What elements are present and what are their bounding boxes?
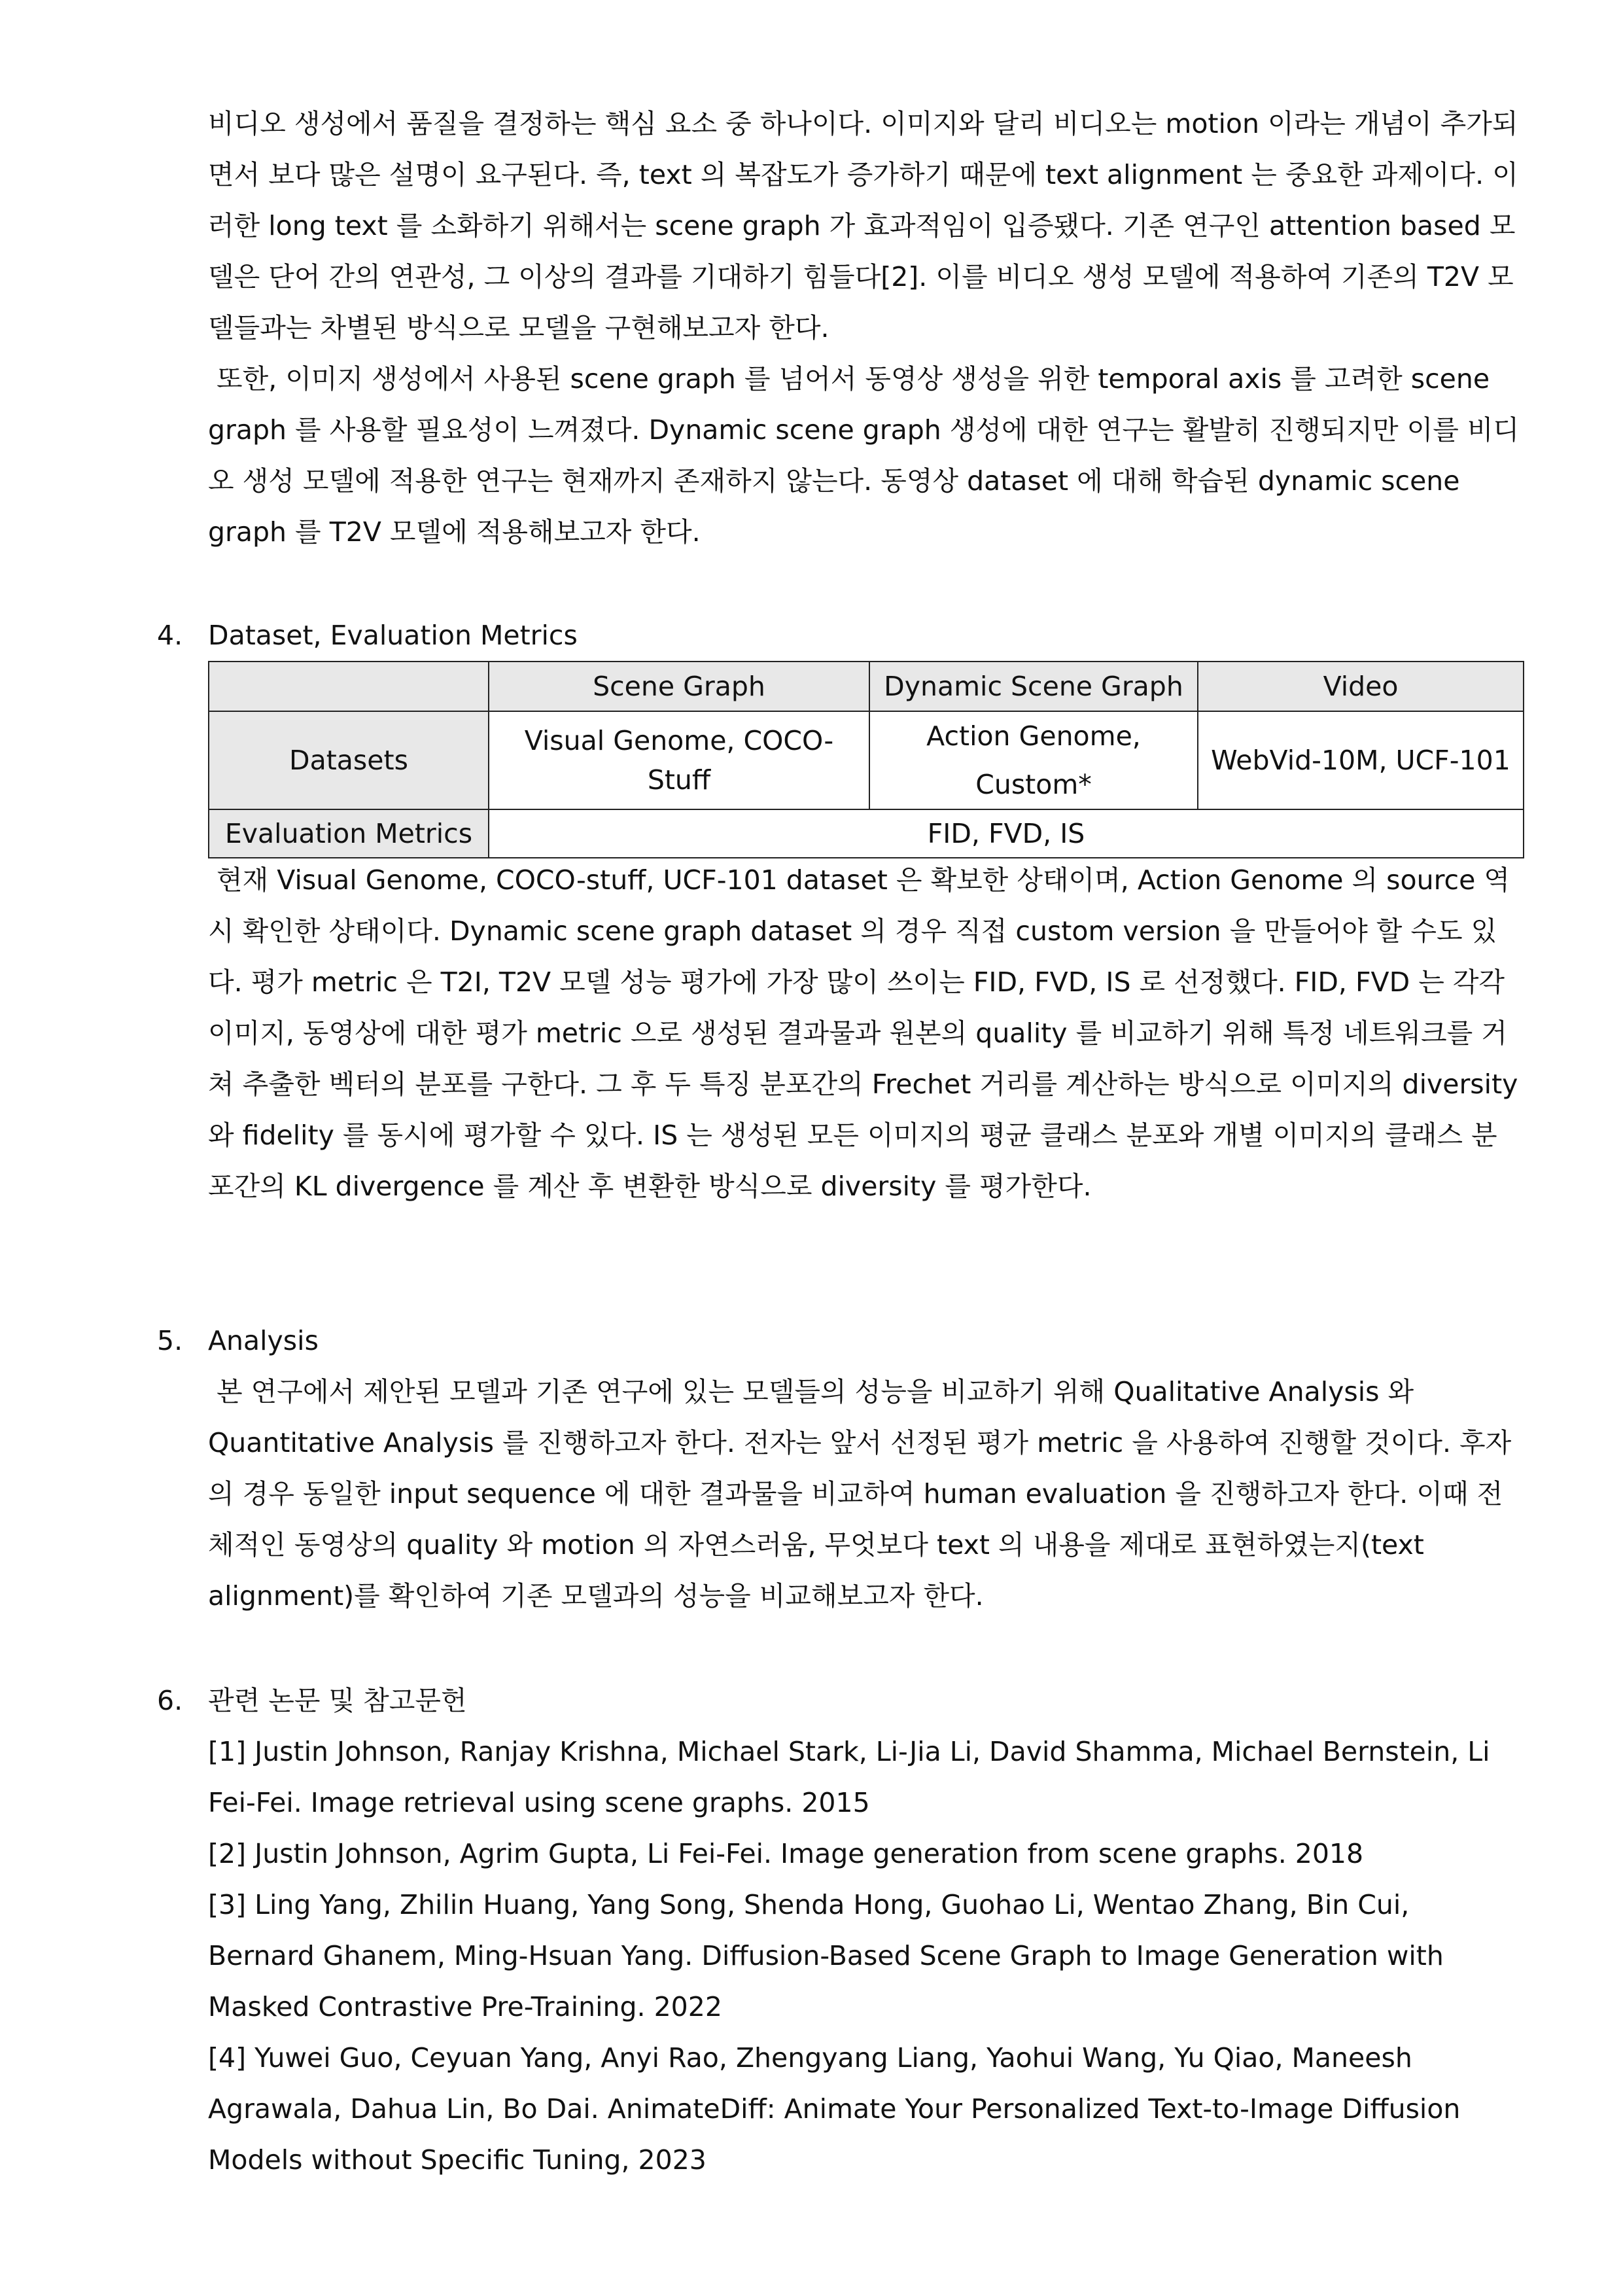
table-header-empty <box>209 662 489 711</box>
section-5-heading <box>157 1315 319 1366</box>
reference-list <box>208 1726 1523 2185</box>
section-4-heading <box>157 610 578 661</box>
reference-item-3: [3] Ling Yang, Zhilin Huang, Yang Song, Shenda Hong, Guohao Li, Wentao Zhang, Bin Cui, Bernard Ghanem, Ming-Hsuan Yang. Diffusion-Based Scene Graph to Image Generation with Masked Contrastive Pre-Training. 2022 <box>208 1889 1444 2022</box>
section-5-number: 5. <box>157 1325 183 1356</box>
section-6-number: 6. <box>157 1685 183 1716</box>
section-4-title: Dataset, Evaluation Metrics <box>208 620 578 651</box>
table-cell-dynamic-scene-graph-datasets: Action Genome, Custom* <box>869 711 1198 809</box>
table-header-video: Video <box>1198 662 1524 711</box>
section-6-heading <box>157 1675 467 1726</box>
table-row-label-datasets: Datasets <box>209 711 489 809</box>
intro-paragraph-2: 또한, 이미지 생성에서 사용된 scene graph 를 넘어서 동영상 생성을 위한 temporal axis 를 고려한 scene graph 를 사용할 필요성이 느껴졌다. Dynamic scene graph 생성에 대한 연구는 활발히 진행되지만 이를 비디오 생성 모델에 적용한 연구는 현재까지 존재하지 않는다. 동영상 dataset 에 대해 학습된 dynamic scene graph 를 T2V 모델에 적용해보고자 한다. <box>208 363 1520 548</box>
section-4-paragraph: 현재 Visual Genome, COCO-stuff, UCF-101 dataset 은 확보한 상태이며, Action Genome 의 source 역시 확인한 상태이다. Dynamic scene graph dataset 의 경우 직접 custom version 을 만들어야 할 수도 있다. 평가 metric 은 T2I, T2V 모델 성능 평가에 가장 많이 쓰이는 FID, FVD, IS 로 선정했다. FID, FVD 는 각각 이미지, 동영상에 대한 평가 metric 으로 생성된 결과물과 원본의 quality 를 비교하기 위해 특정 네트워크를 거쳐 추출한 벡터의 분포를 구한다. 그 후 두 특징 분포간의 Frechet 거리를 계산하는 방식으로 이미지의 diversity 와 fidelity 를 동시에 평가할 수 있다. IS 는 생성된 모든 이미지의 평균 클래스 분포와 개별 이미지의 클래스 분포간의 KL divergence 를 계산 후 변환한 방식으로 diversity 를 평가한다. <box>208 864 1527 1202</box>
section-5-paragraph: 본 연구에서 제안된 모델과 기존 연구에 있는 모델들의 성능을 비교하기 위해 Qualitative Analysis 와 Quantitative Analysis 를 진행하고자 한다. 전자는 앞서 선정된 평가 metric 을 사용하여 진행할 것이다. 후자의 경우 동일한 input sequence 에 대한 결과물을 비교하여 human evaluation 을 진행하고자 한다. 이때 전체적인 동영상의 quality 와 motion 의 자연스러움, 무엇보다 text 의 내용을 제대로 표현하였는지(text alignment)를 확인하여 기존 모델과의 성능을 비교해보고자 한다. <box>208 1376 1512 1612</box>
section-4-body <box>208 855 1527 1212</box>
table-header-scene-graph: Scene Graph <box>489 662 869 711</box>
table-cell-video-datasets: WebVid-10M, UCF-101 <box>1198 711 1524 809</box>
section-4-number: 4. <box>157 620 183 651</box>
reference-item-1: [1] Justin Johnson, Ranjay Krishna, Michael Stark, Li-Jia Li, David Shamma, Michael Bernstein, Li Fei-Fei. Image retrieval using scene graphs. 2015 <box>208 1736 1490 1818</box>
table-header-dynamic-scene-graph: Dynamic Scene Graph <box>869 662 1198 711</box>
section-5-body <box>208 1366 1523 1621</box>
intro-text <box>208 98 1523 557</box>
table-cell-metrics: FID, FVD, IS <box>489 809 1524 858</box>
table-cell-scene-graph-datasets: Visual Genome, COCO-Stuff <box>489 711 869 809</box>
dataset-table <box>208 661 1524 858</box>
intro-paragraph-1: 비디오 생성에서 품질을 결정하는 핵심 요소 중 하나이다. 이미지와 달리 비디오는 motion 이라는 개념이 추가되면서 보다 많은 설명이 요구된다. 즉, text 의 복잡도가 증가하기 때문에 text alignment 는 중요한 과제이다. 이러한 long text 를 소화하기 위해서는 scene graph 가 효과적임이 입증됐다. 기존 연구인 attention based 모델은 단어 간의 연관성, 그 이상의 결과를 기대하기 힘들다[2]. 이를 비디오 생성 모델에 적용하여 기존의 T2V 모델들과는 차별된 방식으로 모델을 구현해보고자 한다. <box>208 108 1518 344</box>
reference-item-2: [2] Justin Johnson, Agrim Gupta, Li Fei-Fei. Image generation from scene graphs. 2018 <box>208 1838 1364 1869</box>
reference-item-4: [4] Yuwei Guo, Ceyuan Yang, Anyi Rao, Zhengyang Liang, Yaohui Wang, Yu Qiao, Maneesh Agrawala, Dahua Lin, Bo Dai. AnimateDiff: Animate Your Personalized Text-to-Image Diffusion Models without Specific Tuning, 2023 <box>208 2042 1461 2176</box>
section-5-title: Analysis <box>208 1325 319 1356</box>
section-6-title: 관련 논문 및 참고문헌 <box>208 1685 467 1716</box>
table-row-label-metrics: Evaluation Metrics <box>209 809 489 858</box>
